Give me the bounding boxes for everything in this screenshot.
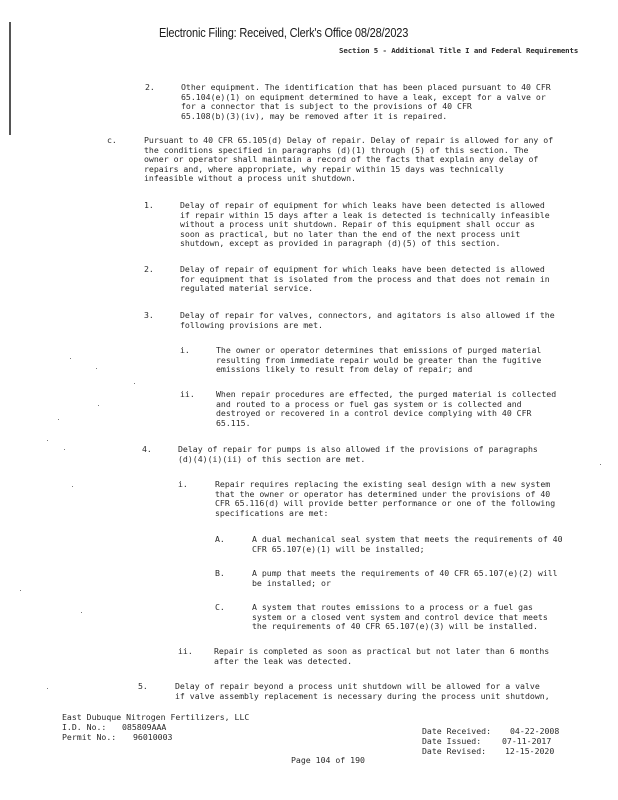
footer-received-label: Date Received: [422, 726, 492, 736]
item-line: that the owner or operator has determined under the provisions of 40 [215, 488, 551, 499]
footer-permit-label: Permit No.: [62, 732, 117, 742]
item-line: system or a closed vent system and control device that meets [252, 611, 548, 622]
item-body [144, 136, 553, 184]
scan-speck [47, 688, 48, 689]
item-body [252, 569, 558, 588]
item-line: CFR 65.116(d) will provide better performance or one of the following [215, 498, 556, 509]
item-label: ii. [178, 646, 193, 656]
item-line: be installed; or [252, 577, 331, 588]
item-label: C. [215, 602, 225, 612]
item-label: c. [107, 135, 117, 145]
item-line: 65.108(b)(3)(iv), may be removed after it is repaired. [181, 110, 448, 121]
item-body [180, 311, 555, 330]
item-label: ii. [180, 389, 195, 399]
scan-speck [134, 383, 135, 384]
footer-id-label: I.D. No.: [62, 722, 107, 732]
item-line: 65.115. [216, 417, 251, 428]
item-line: shutdown, except as provided in paragraph (d)(5) of this section. [180, 238, 501, 249]
item-line: for equipment that is isolated from the process and that does not remain in [180, 273, 550, 284]
item-line: the requirements of 40 CFR 65.107(e)(3) will be installed. [252, 621, 538, 632]
item-line: Delay of repair of equipment for which leaks have been detected is allowed [180, 264, 545, 274]
item-line: and routed to a process or fuel gas system or is collected and [216, 398, 522, 409]
item-line: emissions likely to result from delay of repair; and [216, 364, 473, 375]
item-body [180, 201, 550, 249]
scan-edge-mark [9, 22, 11, 135]
item-line: specifications are met: [215, 507, 329, 518]
item-line: When repair procedures are effected, the purged material is collected [216, 389, 557, 399]
item-line: if valve assembly replacement is necessary during the process unit shutdown, [175, 690, 550, 701]
scan-speck [47, 440, 48, 441]
footer-received-value: 04-22-2008 [510, 726, 560, 736]
item-label: 3. [144, 310, 154, 320]
item-line: destroyed or recovered in a control device complying with 40 CFR [216, 408, 532, 419]
footer-revised-value: 12-15-2020 [505, 746, 555, 756]
item-body [216, 390, 556, 428]
item-line: owner or operator shall maintain a record of the facts that explain any delay of [144, 154, 539, 165]
footer-revised-label: Date Revised: [422, 746, 487, 756]
scan-speck [64, 449, 65, 450]
footer-issued-value: 07-11-2017 [502, 736, 552, 746]
section-header: Section 5 - Additional Title I and Federal Requirements [339, 46, 579, 55]
scan-speck [96, 368, 97, 369]
item-line: following provisions are met. [180, 319, 323, 330]
item-line: Delay of repair beyond a process unit shutdown will be allowed for a valve [175, 681, 540, 691]
item-line: Pursuant to 40 CFR 65.105(d) Delay of repair. Delay of repair is allowed for any of [144, 135, 554, 145]
item-line: without a process unit shutdown. Repair of this equipment shall occur as [180, 219, 535, 230]
item-line: soon as practical, but no later than the end of the next process unit [180, 228, 521, 239]
item-body [252, 535, 563, 554]
item-line: infeasible without a process unit shutdown. [144, 173, 356, 184]
item-line: Repair is completed as soon as practical but not later than 6 months [214, 646, 550, 656]
item-body [180, 265, 550, 294]
item-line: CFR 65.107(e)(1) will be installed; [252, 543, 425, 554]
item-line: A system that routes emissions to a process or a fuel gas [252, 602, 533, 612]
footer-permit [62, 733, 172, 743]
footer-id-value: 085809AAA [122, 722, 167, 732]
item-line: Delay of repair of equipment for which leaks have been detected is allowed [180, 200, 545, 210]
item-line: A dual mechanical seal system that meets the requirements of 40 [252, 534, 563, 544]
item-line: after the leak was detected. [214, 655, 353, 666]
item-label: i. [178, 479, 188, 489]
item-body [181, 83, 551, 121]
footer-company: East Dubuque Nitrogen Fertilizers, LLC [62, 712, 250, 722]
item-line: Delay of repair for pumps is also allowed if the provisions of paragraphs [178, 444, 538, 454]
item-line: for a connector that is subject to the provisions of 40 CFR [181, 101, 472, 112]
item-label: 4. [142, 444, 152, 454]
footer-permit-value: 96010003 [133, 732, 173, 742]
item-label: 1. [144, 200, 154, 210]
scan-speck [72, 486, 73, 487]
item-body [252, 603, 548, 632]
item-label: 2. [145, 82, 155, 92]
filing-stamp: Electronic Filing: Received, Clerk's Office 08/28/2023 [159, 26, 409, 40]
scan-speck [81, 612, 82, 613]
footer-issued-label: Date Issued: [422, 736, 482, 746]
scan-speck [58, 419, 59, 420]
item-label: 2. [144, 264, 154, 274]
item-line: 65.104(e)(1) on equipment determined to have a leak, except for a valve or [181, 91, 546, 102]
scan-speck [70, 358, 71, 359]
item-line: if repair within 15 days after a leak is detected is technically infeasible [180, 209, 550, 220]
item-line: The owner or operator determines that emissions of purged material [216, 345, 542, 355]
footer-revised [422, 747, 554, 757]
item-line: regulated material service. [180, 283, 314, 294]
item-label: B. [215, 568, 225, 578]
item-line: repairs and, where appropriate, why repair within 15 days was technically [144, 163, 504, 174]
item-line: (d)(4)(i)(ii) of this section are met. [178, 453, 366, 464]
item-line: A pump that meets the requirements of 40 CFR 65.107(e)(2) will [252, 568, 558, 578]
item-line: Delay of repair for valves, connectors, and agitators is also allowed if the [180, 310, 555, 320]
scan-speck [600, 464, 601, 465]
item-line: Other equipment. The identification that has been placed pursuant to 40 CFR [181, 82, 551, 92]
item-body [214, 647, 549, 666]
item-body [216, 346, 541, 375]
item-label: i. [180, 345, 190, 355]
item-body [215, 480, 555, 518]
item-line: resulting from immediate repair would be greater than the fugitive [216, 354, 542, 365]
scan-speck [98, 405, 99, 406]
item-line: the conditions specified in paragraphs (d)(1) through (5) of this section. The [144, 144, 529, 155]
scan-speck [20, 590, 21, 591]
item-body [178, 445, 538, 464]
item-label: 5. [138, 681, 148, 691]
item-label: A. [215, 534, 225, 544]
page-number: Page 104 of 190 [291, 755, 365, 765]
item-body [175, 682, 550, 701]
item-line: Repair requires replacing the existing seal design with a new system [215, 479, 551, 489]
